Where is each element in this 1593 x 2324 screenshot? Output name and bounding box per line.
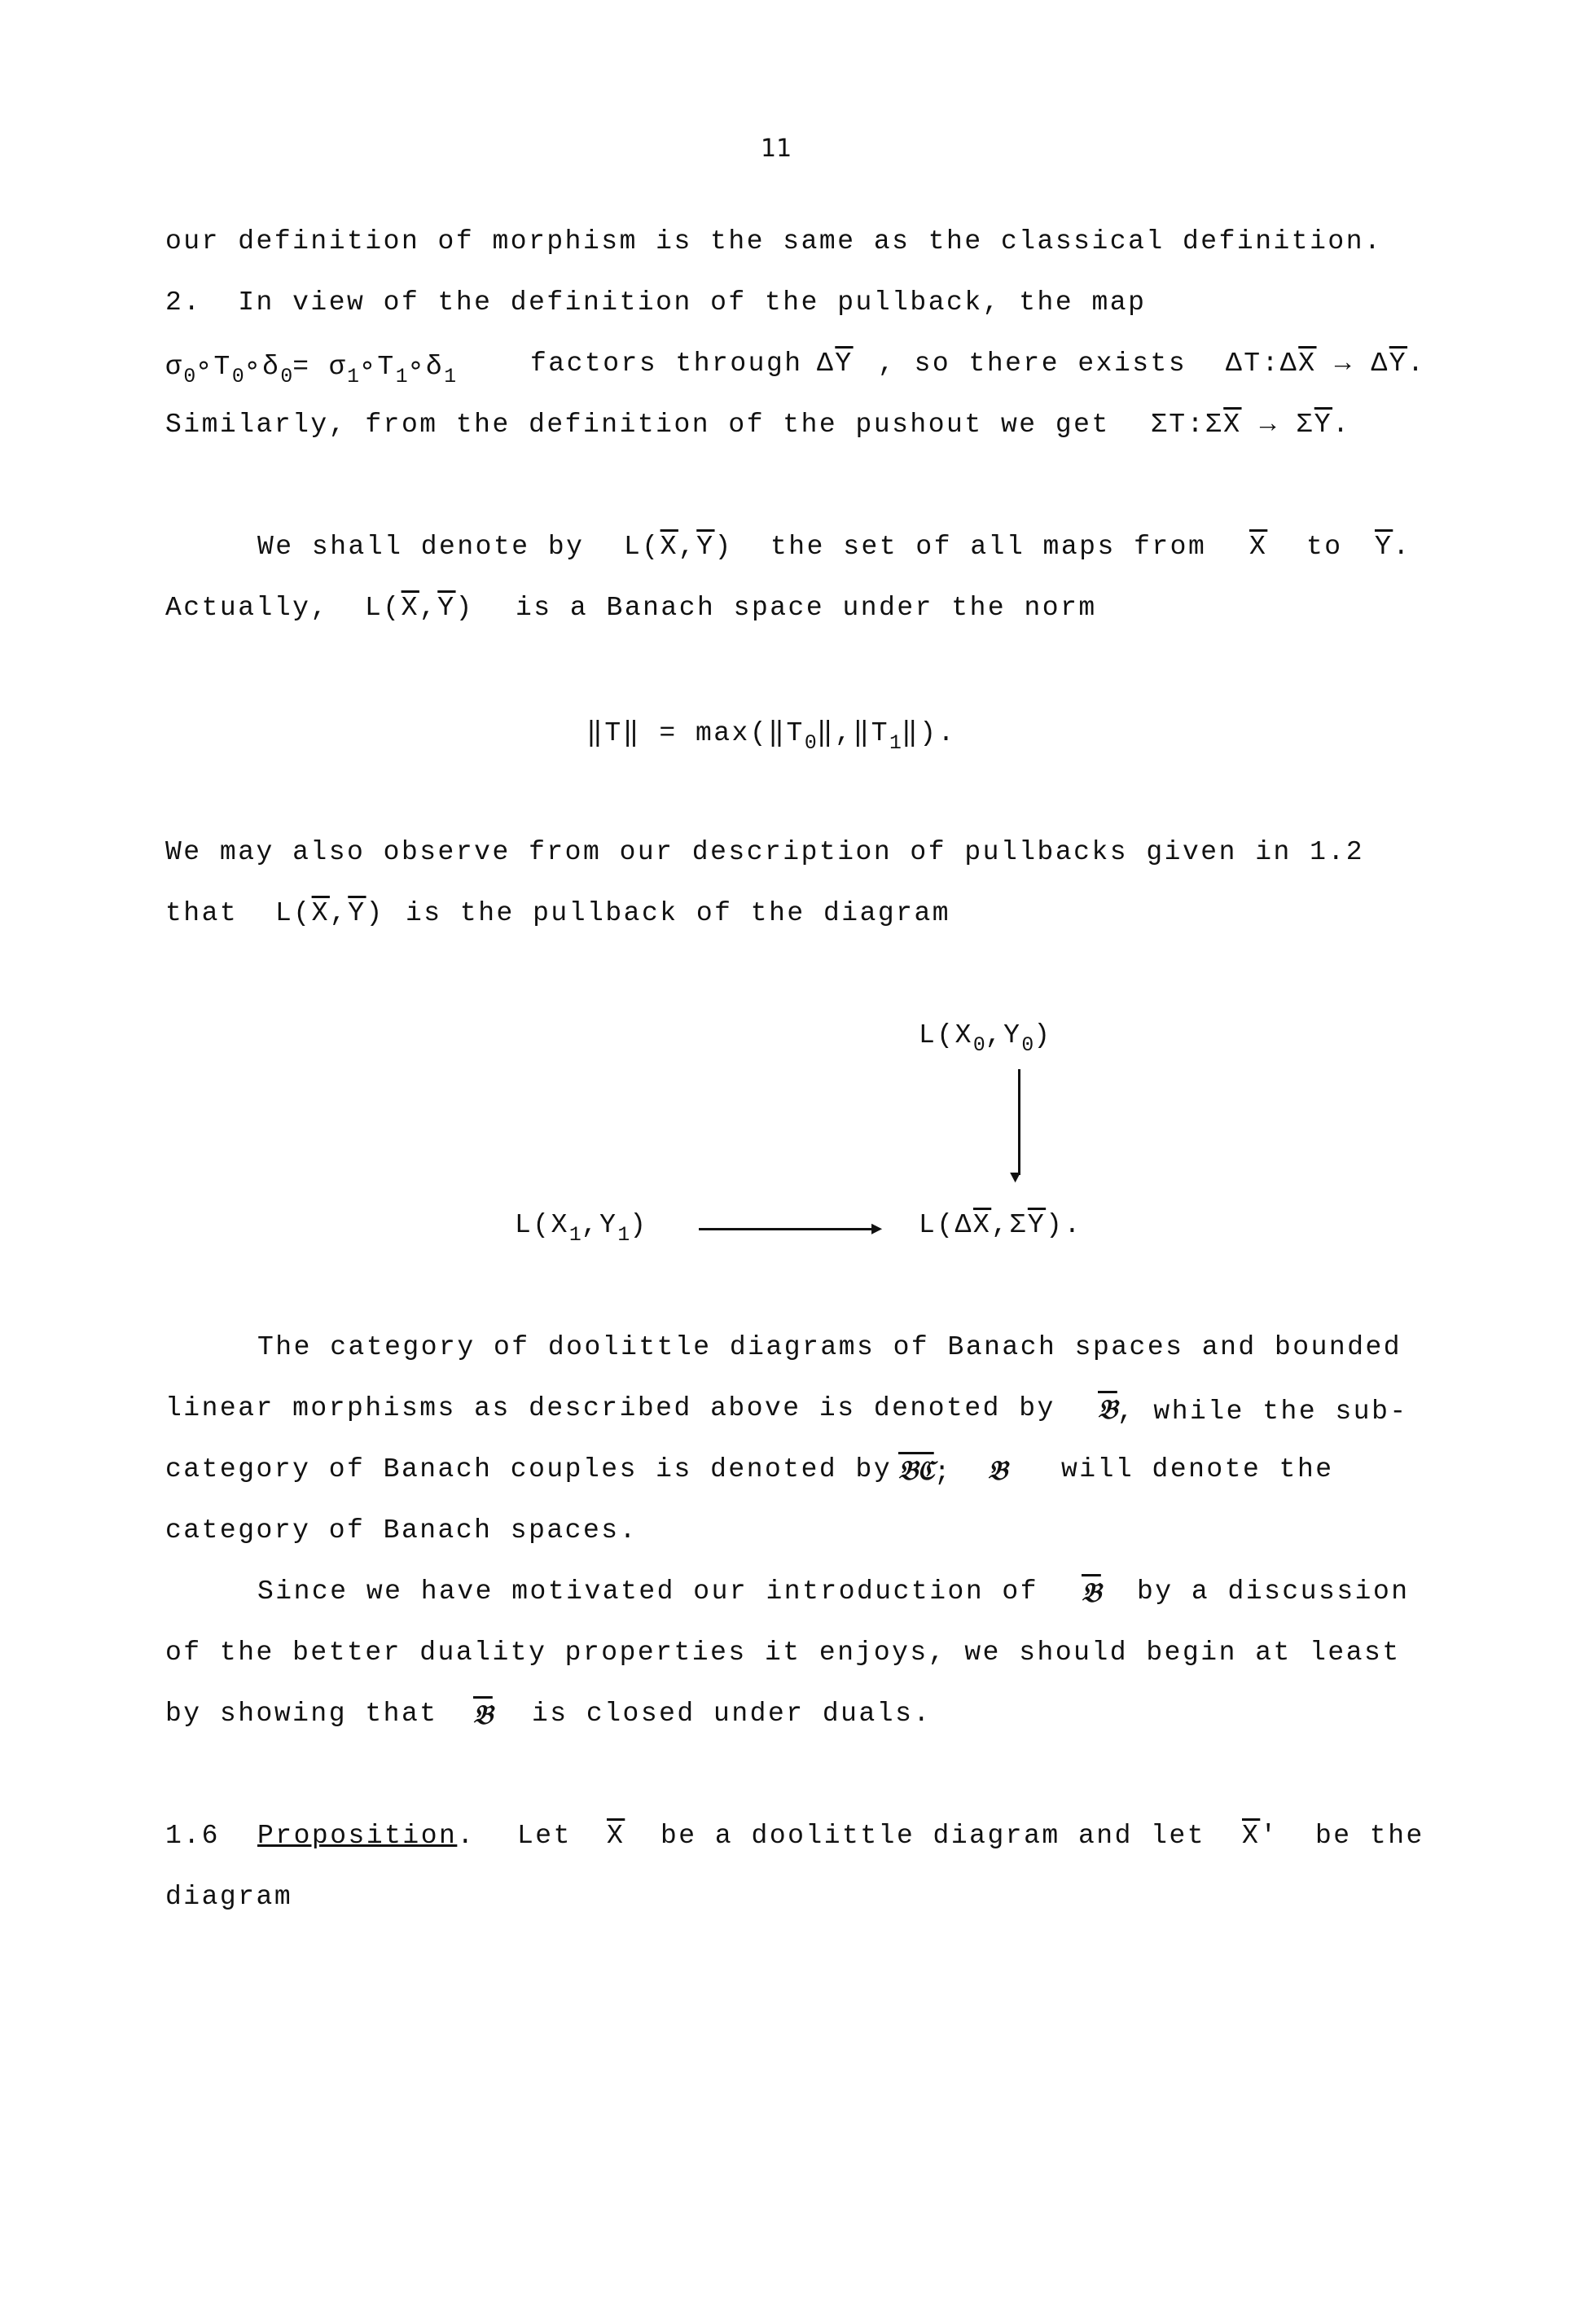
text-line: Since we have motivated our introduction of 𝔅 by a discussion <box>257 1576 1410 1608</box>
text-line: diagram <box>165 1882 293 1912</box>
right-arrow-head: ▶ <box>871 1219 883 1239</box>
page-number: 11 <box>761 134 792 163</box>
down-arrow-line <box>1018 1069 1020 1175</box>
text-line: 2. In view of the definition of the pullback, the map <box>165 287 1147 318</box>
text-line: Actually, $L(\overline{X},\overline{Y})$ is a Banach space under the norm <box>165 593 1097 623</box>
right-arrow-line <box>699 1228 876 1230</box>
text-line: linear morphisms as described above is denoted by 𝔅, while the sub- <box>165 1393 1408 1427</box>
text-line: The category of doolittle diagrams of Banach spaces and bounded <box>257 1332 1402 1362</box>
text-line: category of Banach couples is denoted by 𝔅ℭ; 𝔅 will denote the <box>165 1454 1334 1488</box>
proposition-heading: 1.6 Proposition. Let $\overline{X}$ be a doolittle diagram and let $\overline{X}'$ be the <box>165 1821 1424 1851</box>
text-line: that $L(\overline{X},\overline{Y})$ is the pullback of the diagram <box>165 898 951 928</box>
text-line: of the better duality properties it enjoys, we should begin at least <box>165 1638 1401 1668</box>
down-arrow-head: ▼ <box>1010 1168 1021 1188</box>
diagram-node-right: $L(\Delta\overline{X},\Sigma\overline{Y})$. <box>919 1210 1082 1240</box>
text-line: by showing that 𝔅 is closed under duals. <box>165 1699 932 1730</box>
text-line: our definition of morphism is the same as the classical definition. <box>165 226 1383 257</box>
diagram-node-top: $L(X_0,Y_0)$ <box>919 1020 1052 1057</box>
text-line: Similarly, from the definition of the pushout we get $\Sigma T:\Sigma\overline{X} \to \Sigma\overline{Y}$. <box>165 410 1351 440</box>
text-line: We shall denote by $L(\overline{X},\overline{Y})$ the set of all maps from $\overline{X}$ to $\overline{Y}$. <box>257 532 1411 562</box>
text-line: We may also observe from our description of pullbacks given in 1.2 <box>165 837 1365 867</box>
text-line: category of Banach spaces. <box>165 1515 638 1546</box>
diagram-node-left: $L(X_1,Y_1)$ <box>515 1210 648 1247</box>
norm-formula: ‖T‖ = $\max(‖T_0‖,‖T_1‖)$. <box>586 718 956 755</box>
equation-line: $\sigma_0\circ T_0\circ\delta_0=$ $\sigma_1\circ T_1\circ\delta_1$ factors through $\Delta\overline{Y}$ , so there exists $\Delta T:\Delta\overline{X} \to \Delta\overline{Y}$. <box>165 349 1426 388</box>
